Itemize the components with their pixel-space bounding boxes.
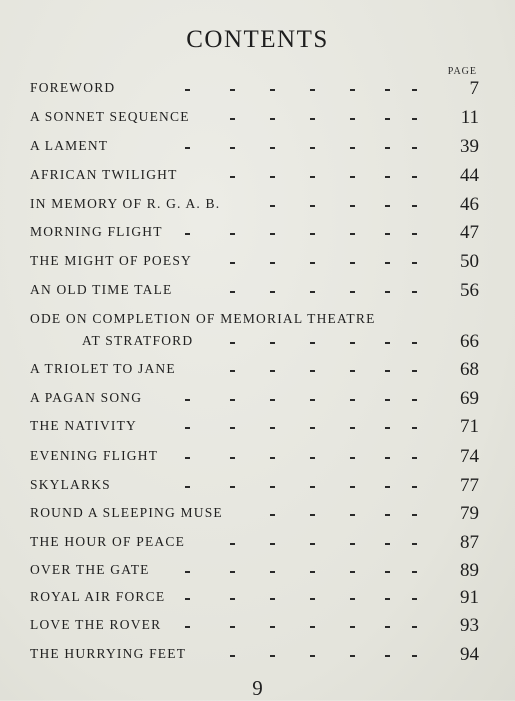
leader-dash bbox=[230, 655, 235, 657]
toc-entry-title: THE HURRYING FEET bbox=[30, 646, 187, 661]
leader-dash bbox=[350, 598, 355, 600]
leader-dash bbox=[350, 457, 355, 459]
leader-dash bbox=[310, 342, 315, 344]
leader-dash bbox=[185, 626, 190, 628]
toc-entry-page: 46 bbox=[460, 194, 479, 215]
dot-leader bbox=[30, 176, 421, 178]
leader-dash bbox=[310, 370, 315, 372]
toc-entry bbox=[30, 311, 479, 353]
page-title: CONTENTS bbox=[186, 26, 329, 53]
toc-entry-title: AN OLD TIME TALE bbox=[30, 282, 173, 297]
leader-dash bbox=[385, 118, 390, 120]
toc-entry-title: ROUND A SLEEPING MUSE bbox=[30, 505, 223, 520]
toc-entry-page: 77 bbox=[460, 475, 479, 496]
leader-dash bbox=[412, 655, 417, 657]
leader-dash bbox=[385, 427, 390, 429]
leader-dash bbox=[230, 291, 235, 293]
leader-dash bbox=[230, 370, 235, 372]
leader-dash bbox=[310, 233, 315, 235]
leader-dash bbox=[185, 486, 190, 488]
toc-entry-page: 74 bbox=[460, 446, 479, 467]
leader-dash bbox=[310, 486, 315, 488]
leader-dash bbox=[270, 176, 275, 178]
leader-dash bbox=[270, 571, 275, 573]
leader-dash bbox=[412, 205, 417, 207]
toc-entry-page: 7 bbox=[469, 78, 479, 99]
toc-entry-title: SKYLARKS bbox=[30, 477, 111, 492]
leader-dash bbox=[270, 205, 275, 207]
dot-leader bbox=[30, 543, 421, 545]
leader-dash bbox=[230, 118, 235, 120]
leader-dash bbox=[270, 514, 275, 516]
leader-dash bbox=[350, 147, 355, 149]
toc-entry bbox=[30, 194, 479, 216]
leader-dash bbox=[185, 233, 190, 235]
leader-dash bbox=[385, 89, 390, 91]
leader-dash bbox=[385, 370, 390, 372]
leader-dash bbox=[385, 486, 390, 488]
leader-dash bbox=[270, 89, 275, 91]
leader-dash bbox=[310, 571, 315, 573]
leader-dash bbox=[350, 571, 355, 573]
toc-entry-page: 50 bbox=[460, 251, 479, 272]
dot-leader bbox=[30, 427, 421, 429]
toc-entry-title: A LAMENT bbox=[30, 138, 109, 153]
leader-dash bbox=[270, 626, 275, 628]
leader-dash bbox=[412, 626, 417, 628]
toc-entry-page: 79 bbox=[460, 503, 479, 524]
leader-dash bbox=[230, 147, 235, 149]
dot-leader bbox=[30, 342, 421, 344]
toc-entry bbox=[30, 503, 479, 525]
leader-dash bbox=[310, 147, 315, 149]
toc-entry-page: 66 bbox=[460, 331, 479, 352]
leader-dash bbox=[310, 514, 315, 516]
leader-dash bbox=[310, 543, 315, 545]
toc-entry-title: EVENING FLIGHT bbox=[30, 448, 159, 463]
leader-dash bbox=[310, 399, 315, 401]
toc-entry-title: MORNING FLIGHT bbox=[30, 224, 163, 239]
leader-dash bbox=[412, 427, 417, 429]
leader-dash bbox=[412, 543, 417, 545]
dot-leader bbox=[30, 89, 421, 91]
leader-dash bbox=[230, 457, 235, 459]
leader-dash bbox=[230, 89, 235, 91]
toc-entry-page: 94 bbox=[460, 644, 479, 665]
leader-dash bbox=[385, 655, 390, 657]
leader-dash bbox=[270, 598, 275, 600]
leader-dash bbox=[230, 571, 235, 573]
leader-dash bbox=[350, 233, 355, 235]
toc-entry bbox=[30, 446, 479, 468]
leader-dash bbox=[385, 205, 390, 207]
page-column-label: PAGE bbox=[447, 66, 477, 77]
toc-entry bbox=[30, 78, 479, 100]
leader-dash bbox=[385, 147, 390, 149]
leader-dash bbox=[385, 291, 390, 293]
toc-entry bbox=[30, 532, 479, 554]
leader-dash bbox=[385, 598, 390, 600]
leader-dash bbox=[412, 457, 417, 459]
toc-entry-title: LOVE THE ROVER bbox=[30, 617, 162, 632]
dot-leader bbox=[30, 486, 421, 488]
leader-dash bbox=[412, 262, 417, 264]
leader-dash bbox=[270, 118, 275, 120]
leader-dash bbox=[350, 427, 355, 429]
leader-dash bbox=[230, 399, 235, 401]
leader-dash bbox=[412, 233, 417, 235]
toc-entry bbox=[30, 615, 479, 637]
leader-dash bbox=[270, 370, 275, 372]
leader-dash bbox=[385, 514, 390, 516]
leader-dash bbox=[350, 205, 355, 207]
leader-dash bbox=[230, 176, 235, 178]
toc-entry bbox=[30, 280, 479, 302]
toc-entry-title: A SONNET SEQUENCE bbox=[30, 109, 190, 124]
leader-dash bbox=[350, 291, 355, 293]
leader-dash bbox=[350, 514, 355, 516]
toc-entry-page: 44 bbox=[460, 165, 479, 186]
leader-dash bbox=[350, 262, 355, 264]
toc-entry bbox=[30, 644, 479, 666]
leader-dash bbox=[230, 486, 235, 488]
leader-dash bbox=[230, 342, 235, 344]
leader-dash bbox=[412, 291, 417, 293]
leader-dash bbox=[310, 655, 315, 657]
toc-entry bbox=[30, 136, 479, 158]
toc-entry-title: IN MEMORY OF R. G. A. B. bbox=[30, 196, 221, 211]
toc-entry-page: 87 bbox=[460, 532, 479, 553]
leader-dash bbox=[412, 89, 417, 91]
toc-entry bbox=[30, 416, 479, 438]
toc-entry bbox=[30, 587, 479, 609]
leader-dash bbox=[350, 543, 355, 545]
leader-dash bbox=[350, 626, 355, 628]
dot-leader bbox=[30, 370, 421, 372]
toc-entry-title: AFRICAN TWILIGHT bbox=[30, 167, 178, 182]
leader-dash bbox=[185, 427, 190, 429]
dot-leader bbox=[30, 399, 421, 401]
toc-entry-page: 68 bbox=[460, 359, 479, 380]
toc-entry-title: FOREWORD bbox=[30, 80, 116, 95]
leader-dash bbox=[230, 233, 235, 235]
leader-dash bbox=[412, 342, 417, 344]
dot-leader bbox=[30, 626, 421, 628]
toc-entry-page: 89 bbox=[460, 560, 479, 581]
leader-dash bbox=[270, 486, 275, 488]
toc-entry bbox=[30, 107, 479, 129]
toc-entry-title: THE HOUR OF PEACE bbox=[30, 534, 186, 549]
dot-leader bbox=[30, 514, 421, 516]
toc-entry-page: 71 bbox=[460, 416, 479, 437]
leader-dash bbox=[310, 427, 315, 429]
leader-dash bbox=[185, 598, 190, 600]
dot-leader bbox=[30, 291, 421, 293]
leader-dash bbox=[350, 342, 355, 344]
leader-dash bbox=[385, 457, 390, 459]
dot-leader bbox=[30, 205, 421, 207]
toc-entry bbox=[30, 560, 479, 582]
dot-leader bbox=[30, 262, 421, 264]
leader-dash bbox=[350, 486, 355, 488]
toc-entry-title: THE NATIVITY bbox=[30, 418, 138, 433]
leader-dash bbox=[270, 457, 275, 459]
leader-dash bbox=[185, 89, 190, 91]
leader-dash bbox=[412, 571, 417, 573]
leader-dash bbox=[185, 457, 190, 459]
leader-dash bbox=[310, 176, 315, 178]
leader-dash bbox=[310, 291, 315, 293]
leader-dash bbox=[310, 457, 315, 459]
leader-dash bbox=[270, 342, 275, 344]
leader-dash bbox=[412, 399, 417, 401]
toc-entry bbox=[30, 251, 479, 273]
leader-dash bbox=[412, 598, 417, 600]
toc-entry-page: 93 bbox=[460, 615, 479, 636]
leader-dash bbox=[270, 233, 275, 235]
leader-dash bbox=[412, 486, 417, 488]
toc-entry-title: ODE ON COMPLETION OF MEMORIAL THEATRE bbox=[30, 311, 376, 326]
toc-entry bbox=[30, 359, 479, 381]
leader-dash bbox=[230, 262, 235, 264]
leader-dash bbox=[310, 118, 315, 120]
toc-entry-title-continued: AT STRATFORD bbox=[82, 333, 194, 348]
toc-entry bbox=[30, 388, 479, 410]
leader-dash bbox=[412, 118, 417, 120]
leader-dash bbox=[385, 399, 390, 401]
leader-dash bbox=[230, 427, 235, 429]
leader-dash bbox=[350, 176, 355, 178]
leader-dash bbox=[350, 655, 355, 657]
toc-entry-title: ROYAL AIR FORCE bbox=[30, 589, 166, 604]
leader-dash bbox=[270, 427, 275, 429]
dot-leader bbox=[30, 147, 421, 149]
toc-entry-title: A PAGAN SONG bbox=[30, 390, 143, 405]
toc-entry-page: 11 bbox=[460, 107, 479, 128]
leader-dash bbox=[270, 399, 275, 401]
dot-leader bbox=[30, 571, 421, 573]
leader-dash bbox=[310, 205, 315, 207]
toc-entry bbox=[30, 165, 479, 187]
leader-dash bbox=[385, 342, 390, 344]
dot-leader bbox=[30, 655, 421, 657]
leader-dash bbox=[310, 598, 315, 600]
dot-leader bbox=[30, 457, 421, 459]
leader-dash bbox=[270, 147, 275, 149]
leader-dash bbox=[385, 543, 390, 545]
page-number: 9 bbox=[252, 676, 263, 700]
toc-entry bbox=[30, 475, 479, 497]
toc-entry-page: 91 bbox=[460, 587, 479, 608]
leader-dash bbox=[412, 147, 417, 149]
toc-entry-title: THE MIGHT OF POESY bbox=[30, 253, 192, 268]
leader-dash bbox=[385, 626, 390, 628]
dot-leader bbox=[30, 118, 421, 120]
leader-dash bbox=[350, 89, 355, 91]
leader-dash bbox=[270, 262, 275, 264]
leader-dash bbox=[385, 571, 390, 573]
leader-dash bbox=[412, 514, 417, 516]
leader-dash bbox=[412, 370, 417, 372]
leader-dash bbox=[185, 571, 190, 573]
leader-dash bbox=[385, 233, 390, 235]
leader-dash bbox=[270, 543, 275, 545]
toc-entry-page: 39 bbox=[460, 136, 479, 157]
leader-dash bbox=[230, 598, 235, 600]
leader-dash bbox=[385, 176, 390, 178]
leader-dash bbox=[350, 370, 355, 372]
toc-entry-title: OVER THE GATE bbox=[30, 562, 150, 577]
toc-entry-page: 56 bbox=[460, 280, 479, 301]
leader-dash bbox=[310, 89, 315, 91]
leader-dash bbox=[350, 399, 355, 401]
dot-leader bbox=[30, 598, 421, 600]
leader-dash bbox=[385, 262, 390, 264]
toc-entry-title: A TRIOLET TO JANE bbox=[30, 361, 176, 376]
leader-dash bbox=[185, 399, 190, 401]
leader-dash bbox=[230, 543, 235, 545]
leader-dash bbox=[270, 655, 275, 657]
leader-dash bbox=[230, 626, 235, 628]
dot-leader bbox=[30, 233, 421, 235]
leader-dash bbox=[270, 291, 275, 293]
leader-dash bbox=[310, 262, 315, 264]
leader-dash bbox=[412, 176, 417, 178]
toc-entry-page: 69 bbox=[460, 388, 479, 409]
leader-dash bbox=[350, 118, 355, 120]
toc-entry bbox=[30, 222, 479, 244]
leader-dash bbox=[185, 147, 190, 149]
leader-dash bbox=[310, 626, 315, 628]
toc-entry-page: 47 bbox=[460, 222, 479, 243]
